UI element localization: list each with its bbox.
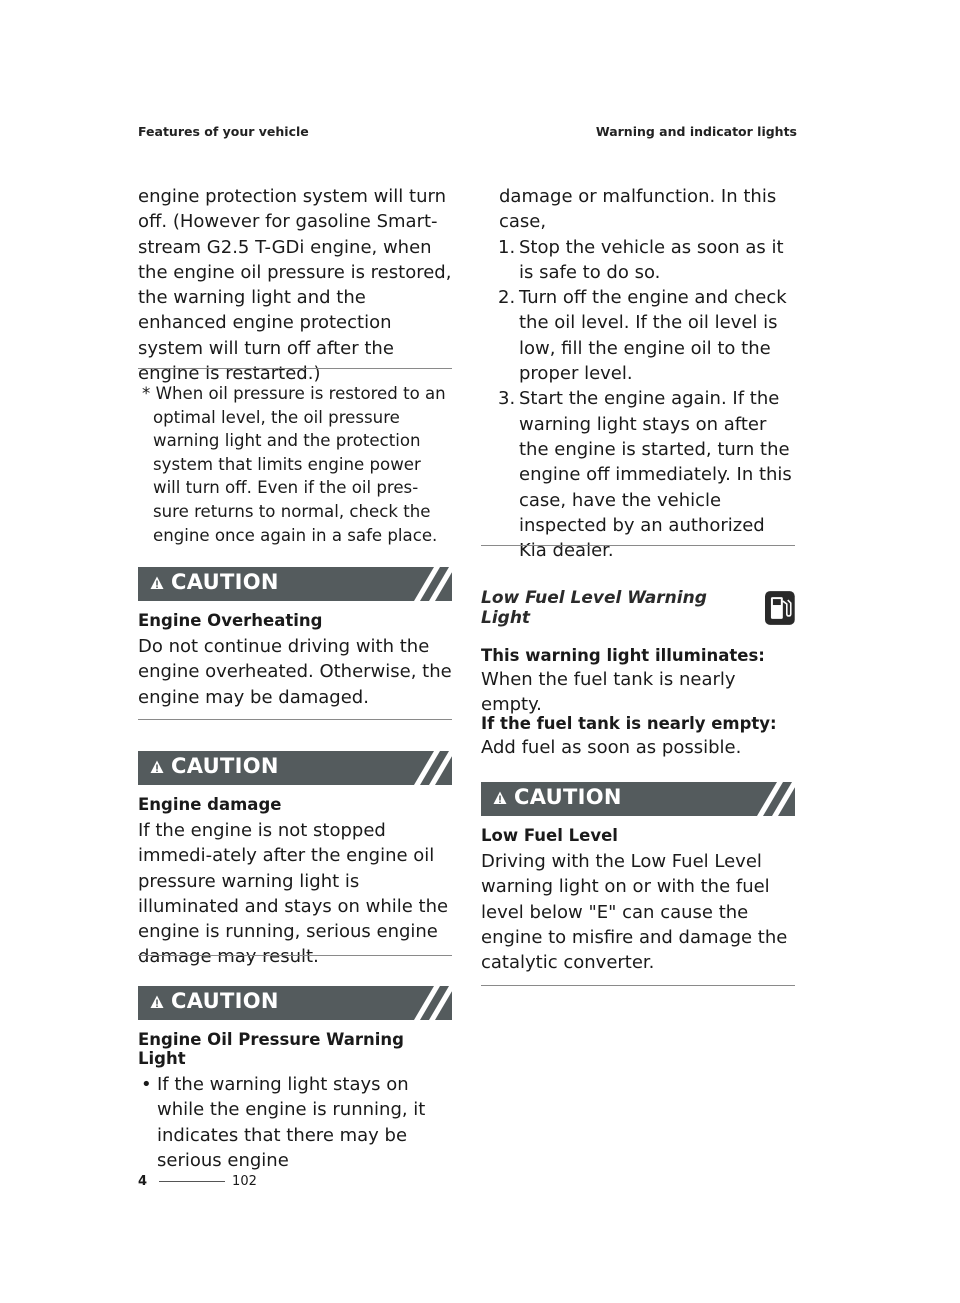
- empty-label: If the fuel tank is nearly empty:: [481, 714, 777, 733]
- slash-decoration-icon: [392, 986, 452, 1020]
- caution-title: Low Fuel Level: [481, 826, 618, 845]
- warning-triangle-icon: [150, 760, 164, 774]
- caution-title: Engine Oil Pressure Warning Light: [138, 1030, 404, 1068]
- page-number: 102: [232, 1174, 257, 1189]
- chapter-number: 4: [138, 1174, 148, 1189]
- bullet-marker: •: [141, 1074, 152, 1095]
- step-number: 1.: [498, 236, 516, 258]
- running-header-right: Warning and indicator lights: [595, 124, 797, 139]
- intro-paragraph: engine protection system will turn off. (However for gasoline Smart-stream G2.5 T-GDi engine, when the engine oil pressure is restored, the warning light and the enhanced engine protection system will turn off after the engine is restarted.): [138, 186, 452, 385]
- caution-title: Engine damage: [138, 795, 282, 814]
- caution-box-low-fuel: [481, 782, 795, 975]
- bullet-text: If the warning light stays on while the engine is running, it indicates that there may be serious engine: [157, 1074, 426, 1171]
- caution-label: CAUTION: [171, 570, 279, 594]
- divider: [138, 368, 452, 369]
- step-number: 2.: [498, 287, 516, 309]
- caution-title: Engine Overheating: [138, 611, 323, 630]
- list-item: [481, 386, 795, 563]
- caution-body: Driving with the Low Fuel Level warning light on or with the fuel level below "E" can cause the engine to misfire and damage the catalytic converter.: [481, 851, 788, 974]
- list-item: [481, 235, 795, 286]
- caution-bar: [481, 782, 795, 816]
- divider: [481, 545, 795, 546]
- caution-label: CAUTION: [514, 785, 622, 809]
- page-footer: [138, 1174, 257, 1189]
- warning-triangle-icon: [150, 995, 164, 1009]
- caution-body: If the engine is not stopped immedi-ately after the engine oil pressure warning light is illuminated and stays on while the engine is running, serious engine damage may result.: [138, 820, 449, 968]
- caution-body: Do not continue driving with the engine overheated. Otherwise, the engine may be damaged.: [138, 636, 452, 708]
- caution-label: CAUTION: [171, 754, 279, 778]
- warning-triangle-icon: [150, 576, 164, 590]
- warning-triangle-icon: [493, 791, 507, 805]
- caution-box-overheating: [138, 567, 452, 710]
- empty-text: Add fuel as soon as possible.: [481, 737, 742, 758]
- slash-decoration-icon: [735, 782, 795, 816]
- caution-box-oil-pressure: [138, 986, 452, 1173]
- footnote: * When oil pressure is restored to an optimal level, the oil pressure warning light and the protection system that limits engine power will turn off. Even if the oil pres-sure returns to normal, check the engine once again in a safe place.: [142, 384, 446, 545]
- caution-bar: [138, 986, 452, 1020]
- caution-bullet-list: [138, 1072, 452, 1173]
- divider: [138, 719, 452, 720]
- step-text: Start the engine again. If the warning light stays on after the engine is started, turn the engine off immediately. In this case, have the vehicle inspected by an authorized Kia dealer.: [519, 388, 792, 562]
- illuminates-label: This warning light illuminates:: [481, 646, 765, 665]
- continued-paragraph: damage or malfunction. In this case,: [499, 186, 777, 233]
- section-title: Low Fuel Level Warning Light: [481, 588, 707, 628]
- caution-label: CAUTION: [171, 989, 279, 1013]
- step-number: 3.: [498, 388, 516, 410]
- fuel-pump-icon: [765, 591, 795, 625]
- footer-rule: [159, 1181, 225, 1182]
- divider: [138, 955, 452, 956]
- caution-bar: [138, 751, 452, 785]
- caution-box-engine-damage: [138, 751, 452, 970]
- step-text: Stop the vehicle as soon as it is safe to do so.: [519, 236, 784, 283]
- slash-decoration-icon: [392, 751, 452, 785]
- list-item: [481, 285, 795, 386]
- slash-decoration-icon: [392, 567, 452, 601]
- running-header-left: Features of your vehicle: [138, 124, 309, 139]
- list-item: [138, 1072, 452, 1173]
- illuminates-text: When the fuel tank is nearly empty.: [481, 669, 736, 716]
- step-text: Turn off the engine and check the oil level. If the oil level is low, fill the engine oil to the proper level.: [519, 287, 787, 385]
- steps-list: [481, 235, 795, 564]
- divider: [481, 985, 795, 986]
- continued-text-block: [481, 184, 795, 563]
- section-heading: [481, 588, 795, 628]
- caution-bar: [138, 567, 452, 601]
